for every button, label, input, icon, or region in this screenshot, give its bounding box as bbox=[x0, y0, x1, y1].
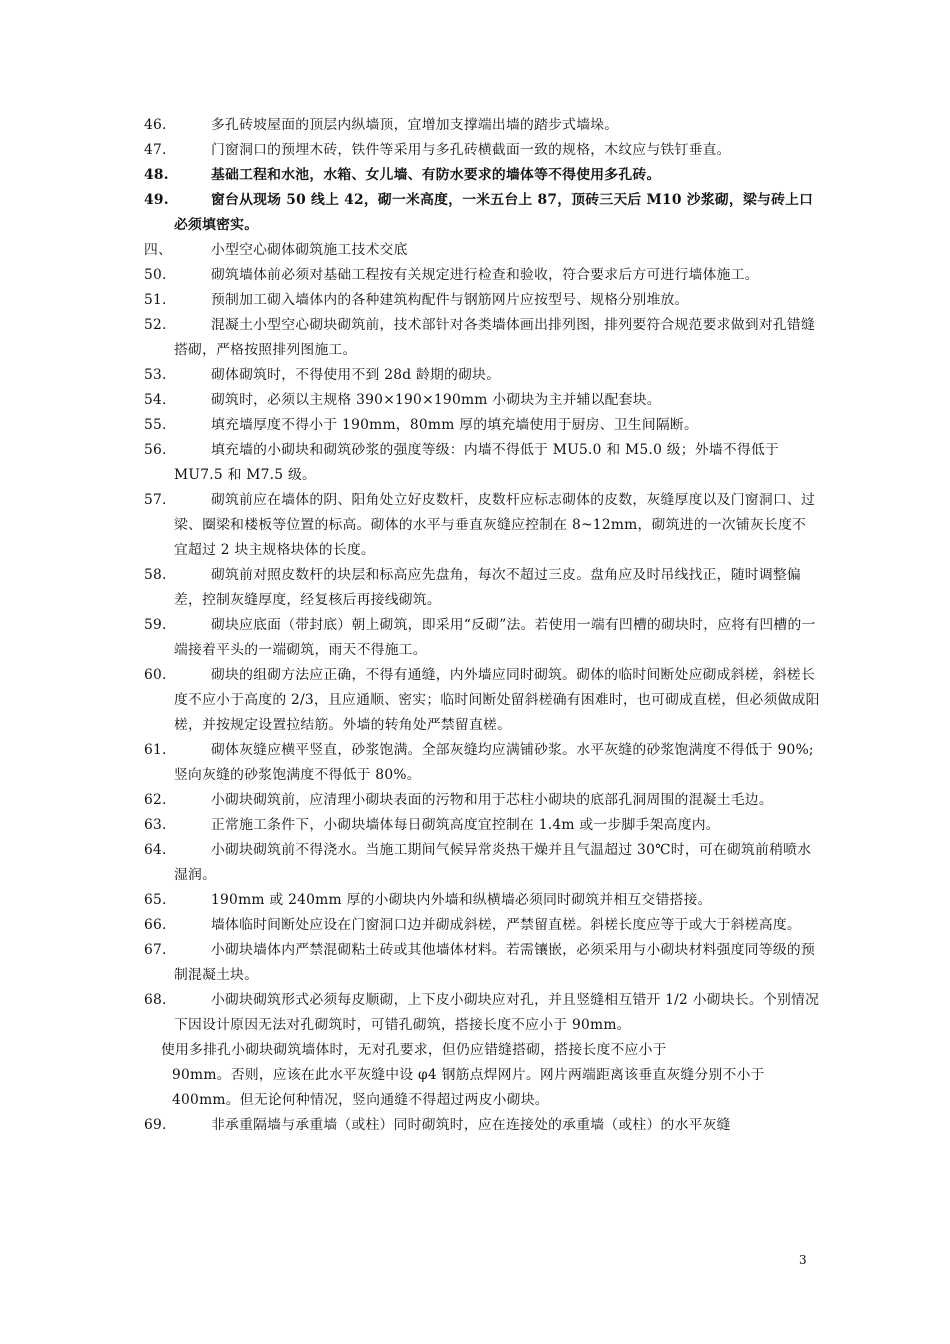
list-item bbox=[144, 888, 820, 913]
list-item bbox=[144, 388, 820, 413]
continuation-line: 使用多排孔小砌块砌筑墙体时，无对孔要求，但仍应错缝搭砌，搭接长度不应小于 bbox=[161, 1042, 667, 1058]
item-text: 填充墙厚度不得小于 190mm，80mm 厚的填充墙使用于厨房、卫生间隔断。 bbox=[211, 417, 699, 433]
list-item bbox=[144, 1113, 820, 1138]
list-item bbox=[144, 438, 820, 488]
item-number: 53. bbox=[144, 367, 167, 383]
list-item bbox=[144, 188, 820, 238]
item-number: 69. bbox=[144, 1117, 167, 1133]
item-number: 51. bbox=[144, 292, 167, 308]
item-number: 54. bbox=[144, 392, 167, 408]
item-text: 混凝土小型空心砌块砌筑前，技术部针对各类墙体画出排列图，排列要符合规范要求做到对孔错缝搭砌，严格按照排列图施工。 bbox=[174, 317, 816, 358]
item-text: 砌筑墙体前必须对基础工程按有关规定进行检查和验收，符合要求后方可进行墙体施工。 bbox=[211, 267, 759, 283]
item-number: 65. bbox=[144, 892, 167, 908]
item-text: 小砌块砌筑前，应清理小砌块表面的污物和用于芯柱小砌块的底部孔洞周围的混凝土毛边。 bbox=[211, 792, 773, 808]
item-number: 四、 bbox=[144, 242, 173, 258]
item-text: 正常施工条件下，小砌块墙体每日砌筑高度宜控制在 1.4m 或一步脚手架高度内。 bbox=[211, 817, 720, 833]
list-item bbox=[144, 488, 820, 563]
item-text: 基础工程和水池，水箱、女儿墙、有防水要求的墙体等不得使用多孔砖。 bbox=[211, 167, 661, 183]
continuation-text: 90mm。否则，应该在此水平灰缝中设 φ4 钢筋点焊网片。网片两端距离该垂直灰缝分别不小于 400mm。但无论何种情况，竖向通缝不得超过两皮小砌块。 bbox=[172, 1067, 765, 1108]
item-number: 58. bbox=[144, 567, 167, 583]
item-text: 砌筑前应在墙体的阴、阳角处立好皮数杆，皮数杆应标志砌体的皮数，灰缝厚度以及门窗洞口、过梁、圈梁和楼板等位置的标高。砌体的水平与垂直灰缝应控制在 8~12mm，砌筑进的一次铺灰长度不宜超过 2 块主规格块体的长度。 bbox=[174, 492, 816, 558]
item-text: 砌体灰缝应横平竖直，砂浆饱满。全部灰缝均应满铺砂浆。水平灰缝的砂浆饱满度不得低于 90%;竖向灰缝的砂浆饱满度不得低于 80%。 bbox=[174, 742, 814, 783]
item-text: 预制加工砌入墙体内的各种建筑构配件与钢筋网片应按型号、规格分别堆放。 bbox=[211, 292, 689, 308]
list-item bbox=[144, 738, 820, 788]
item-text: 填充墙的小砌块和砌筑砂浆的强度等级：内墙不得低于 MU5.0 和 M5.0 级；外墙不得低于 MU7.5 和 M7.5 级。 bbox=[174, 442, 780, 483]
list-item bbox=[144, 838, 820, 888]
list-item bbox=[144, 613, 820, 663]
item-text: 砌筑前对照皮数杆的块层和标高应先盘角，每次不超过三皮。盘角应及时吊线找正，随时调整偏差，控制灰缝厚度，经复核后再接线砌筑。 bbox=[174, 567, 801, 608]
item-text: 窗台从现场 50 线上 42，砌一米高度，一米五台上 87，顶砖三天后 M10 沙浆砌，梁与砖上口必须填密实。 bbox=[174, 192, 814, 233]
list-item bbox=[144, 113, 820, 138]
item-list bbox=[144, 113, 820, 1038]
item-number: 59. bbox=[144, 617, 167, 633]
item-text: 小砌块墙体内严禁混砌粘土砖或其他墙体材料。若需镶嵌，必须采用与小砌块材料强度同等级的预制混凝土块。 bbox=[174, 942, 816, 983]
item-text: 墙体临时间断处应设在门窗洞口边并砌成斜槎，严禁留直槎。斜槎长度应等于或大于斜槎高度。 bbox=[211, 917, 801, 933]
item-text: 砌块应底面（带封底）朝上砌筑，即采用“反砌”法。若使用一端有凹槽的砌块时，应将有凹槽的一端接着平头的一端砌筑，雨天不得施工。 bbox=[174, 617, 816, 658]
list-item bbox=[144, 263, 820, 288]
list-item bbox=[144, 363, 820, 388]
item-text: 多孔砖坡屋面的顶层内纵墙顶，宜增加支撑端出墙的踏步式墙垛。 bbox=[211, 117, 619, 133]
item-number: 62. bbox=[144, 792, 167, 808]
page-number: 3 bbox=[799, 1253, 807, 1267]
item-number: 64. bbox=[144, 842, 167, 858]
item-text: 非承重隔墙与承重墙（或柱）同时砌筑时，应在连接处的承重墙（或柱）的水平灰缝 bbox=[211, 1117, 731, 1133]
item-text: 小型空心砌体砌筑施工技术交底 bbox=[211, 242, 408, 258]
item-text: 砌体砌筑时，不得使用不到 28d 龄期的砌块。 bbox=[211, 367, 501, 383]
list-item bbox=[144, 663, 820, 738]
list-item bbox=[144, 163, 820, 188]
list-item bbox=[144, 813, 820, 838]
item-text: 砌筑时，必须以主规格 390×190×190mm 小砌块为主并辅以配套块。 bbox=[211, 392, 661, 408]
item-number: 47. bbox=[144, 142, 167, 158]
list-item bbox=[144, 238, 820, 263]
list-item bbox=[144, 563, 820, 613]
item-text: 门窗洞口的预埋木砖，铁件等采用与多孔砖横截面一致的规格，木纹应与铁钉垂直。 bbox=[211, 142, 731, 158]
item-number: 63. bbox=[144, 817, 167, 833]
item-number: 48. bbox=[144, 167, 169, 183]
list-item bbox=[144, 413, 820, 438]
item-number: 66. bbox=[144, 917, 167, 933]
list-item bbox=[144, 988, 820, 1038]
item-text: 小砌块砌筑形式必须每皮顺砌，上下皮小砌块应对孔，并且竖缝相互错开 1/2 小砌块长。个别情况下因设计原因无法对孔砌筑时，可错孔砌筑，搭接长度不应小于 90mm。 bbox=[174, 992, 820, 1033]
list-item bbox=[144, 138, 820, 163]
item-number: 68. bbox=[144, 992, 167, 1008]
item-number: 60. bbox=[144, 667, 167, 683]
item-text: 小砌块砌筑前不得浇水。当施工期间气候异常炎热干燥并且气温超过 30℃时，可在砌筑前稍喷水湿润。 bbox=[174, 842, 812, 883]
item-number: 52. bbox=[144, 317, 167, 333]
item-number: 50. bbox=[144, 267, 167, 283]
list-item bbox=[144, 288, 820, 313]
item-number: 56. bbox=[144, 442, 167, 458]
item-number: 55. bbox=[144, 417, 167, 433]
document-body bbox=[144, 113, 820, 1138]
list-item bbox=[144, 313, 820, 363]
item-number: 57. bbox=[144, 492, 167, 508]
item-number: 49. bbox=[144, 192, 169, 208]
item-number: 67. bbox=[144, 942, 167, 958]
item-number: 46. bbox=[144, 117, 167, 133]
item-text: 190mm 或 240mm 厚的小砌块内外墙和纵横墙必须同时砌筑并相互交错搭接。 bbox=[211, 892, 712, 908]
list-item bbox=[144, 913, 820, 938]
list-item bbox=[144, 788, 820, 813]
item-number: 61. bbox=[144, 742, 167, 758]
list-item bbox=[144, 938, 820, 988]
item-text: 砌块的组砌方法应正确，不得有通缝，内外墙应同时砌筑。砌体的临时间断处应砌成斜槎，斜槎长度不应小于高度的 2/3，且应通顺、密实；临时间断处留斜槎确有困难时，也可砌成直槎，但必须做成阳槎，并按规定设置拉结筋。外墙的转角处严禁留直槎。 bbox=[174, 667, 820, 733]
